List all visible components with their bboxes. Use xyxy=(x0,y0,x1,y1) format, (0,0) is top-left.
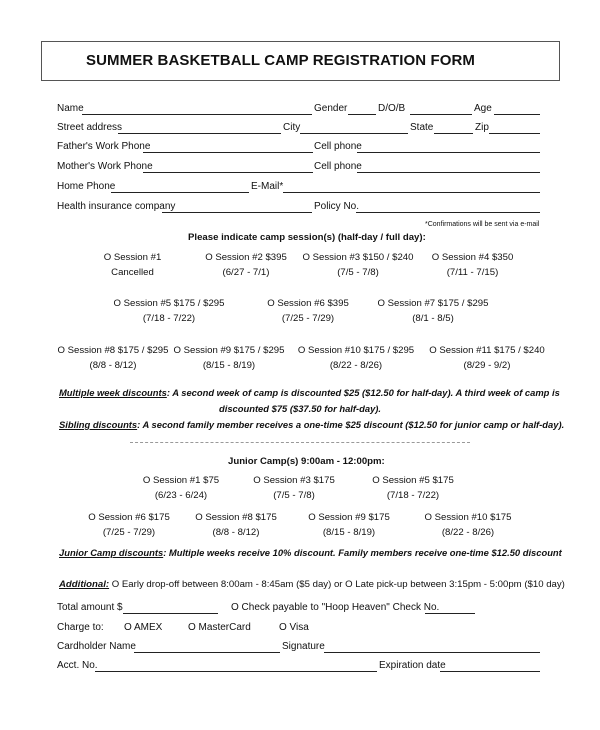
session-label: O Session #8 $175 xyxy=(195,512,277,523)
session-label: O Session #9 $175 xyxy=(308,512,390,523)
session-label: O Session #8 $175 / $295 xyxy=(57,345,169,356)
session-label: O Session #2 $395 xyxy=(205,252,287,263)
session-7[interactable] xyxy=(372,296,494,326)
session-label: O Session #11 $175 / $240 xyxy=(429,345,545,356)
insurance-field[interactable] xyxy=(162,212,312,213)
junior-discount-label: Junior Camp discounts xyxy=(59,547,164,558)
session-label: O Session #10 $175 xyxy=(424,512,512,523)
session-label: O Session #5 $175 / $295 xyxy=(113,298,225,309)
card-mastercard[interactable]: O MasterCard xyxy=(188,622,251,633)
session-detail: (8/8 - 8/12) xyxy=(212,527,260,538)
father-work-field[interactable] xyxy=(143,152,313,153)
session-detail: (6/27 - 7/1) xyxy=(222,267,270,278)
session-detail: (7/25 - 7/29) xyxy=(102,527,156,538)
city-field[interactable] xyxy=(300,133,408,134)
session-2[interactable] xyxy=(196,250,296,280)
label-cell2: Cell phone xyxy=(314,161,362,172)
gender-field[interactable] xyxy=(348,114,376,115)
session-label: O Session #6 $395 xyxy=(267,298,349,309)
label-total: Total amount $ xyxy=(57,602,123,613)
home-phone-field[interactable] xyxy=(111,192,249,193)
junior-heading: Junior Camp(s) 9:00am - 12:00pm: xyxy=(228,456,385,467)
total-field[interactable] xyxy=(123,613,218,614)
mother-work-field[interactable] xyxy=(143,172,313,173)
session-5[interactable] xyxy=(108,296,230,326)
additional-label: Additional: xyxy=(59,579,110,590)
session-label: O Session #1 $75 xyxy=(142,475,220,486)
label-email: E-Mail* xyxy=(251,181,284,192)
session-label: O Session #3 $175 xyxy=(253,475,335,486)
session-detail: (7/18 - 7/22) xyxy=(142,313,196,324)
multi-week-line1 xyxy=(59,387,560,398)
session-detail: (8/15 - 8/19) xyxy=(322,527,376,538)
session-8[interactable] xyxy=(52,343,174,373)
label-state: State xyxy=(410,122,434,133)
session-detail: (8/8 - 8/12) xyxy=(89,360,137,371)
label-street: Street address xyxy=(57,122,123,133)
check-no-field[interactable] xyxy=(425,613,475,614)
label-signature: Signature xyxy=(282,641,325,652)
dob-field[interactable] xyxy=(410,114,472,115)
session-detail: Cancelled xyxy=(111,267,154,278)
sibling-label: Sibling discounts xyxy=(59,419,138,430)
junior-session-5[interactable] xyxy=(367,473,459,503)
label-charge-to: Charge to: xyxy=(57,622,104,633)
session-4[interactable] xyxy=(420,250,525,280)
session-label: O Session #4 $350 xyxy=(431,252,514,263)
junior-session-10[interactable] xyxy=(418,510,518,540)
cell1-field[interactable] xyxy=(357,152,540,153)
label-cell1: Cell phone xyxy=(314,141,362,152)
additional-text: O Early drop-off between 8:00am - 8:45am ($5 day) or O Late pick-up between 3:15pm - 5:00pm ($10 day) xyxy=(109,579,565,590)
junior-discount-line xyxy=(59,547,562,558)
name-field[interactable] xyxy=(82,114,312,115)
street-field[interactable] xyxy=(118,133,281,134)
card-amex[interactable]: O AMEX xyxy=(124,622,163,633)
junior-discount-text: : Multiple weeks receive 10% discount. Family members receive one-time $12.50 discount xyxy=(163,547,562,558)
sessions-heading: Please indicate camp session(s) (half-day / full day): xyxy=(188,232,426,243)
session-label: O Session #10 $175 / $295 xyxy=(297,345,415,356)
session-10[interactable] xyxy=(290,343,422,373)
age-field[interactable] xyxy=(494,114,540,115)
label-check[interactable]: O Check payable to "Hoop Heaven" Check No. xyxy=(231,602,440,613)
title-box xyxy=(41,41,560,81)
session-detail: (6/23 - 6/24) xyxy=(154,490,208,501)
label-city: City xyxy=(283,122,301,133)
junior-session-9[interactable] xyxy=(302,510,396,540)
label-zip: Zip xyxy=(475,122,489,133)
session-detail: (7/5 - 7/8) xyxy=(273,490,315,501)
label-gender: Gender xyxy=(314,103,348,114)
session-1[interactable] xyxy=(90,250,175,280)
cardholder-field[interactable] xyxy=(134,652,280,653)
session-detail: (7/5 - 7/8) xyxy=(337,267,379,278)
label-dob: D/O/B xyxy=(378,103,406,114)
label-father-work: Father's Work Phone xyxy=(57,141,151,152)
session-3[interactable] xyxy=(294,250,422,280)
label-home-phone: Home Phone xyxy=(57,181,116,192)
form-title: SUMMER BASKETBALL CAMP REGISTRATION FORM xyxy=(86,52,475,69)
card-visa[interactable]: O Visa xyxy=(279,622,309,633)
policy-field[interactable] xyxy=(356,212,540,213)
junior-session-1[interactable] xyxy=(135,473,227,503)
session-9[interactable] xyxy=(168,343,290,373)
zip-field[interactable] xyxy=(489,133,540,134)
label-name: Name xyxy=(57,103,84,114)
session-label: O Session #9 $175 / $295 xyxy=(173,345,285,356)
acct-field[interactable] xyxy=(95,671,377,672)
session-label: O Session #1 xyxy=(103,252,162,263)
label-cardholder: Cardholder Name xyxy=(57,641,136,652)
cell2-field[interactable] xyxy=(357,172,540,173)
session-label: O Session #7 $175 / $295 xyxy=(377,298,489,309)
session-11[interactable] xyxy=(421,343,553,373)
junior-session-3[interactable] xyxy=(248,473,340,503)
email-field[interactable] xyxy=(283,192,540,193)
expiration-field[interactable] xyxy=(440,671,540,672)
multi-week-text2: discounted $75 ($37.50 for half-day). xyxy=(219,403,382,414)
session-label: O Session #5 $175 xyxy=(372,475,454,486)
label-insurance: Health insurance company xyxy=(57,201,176,212)
session-label: O Session #6 $175 xyxy=(88,512,170,523)
sibling-text: : A second family member receives a one-time $25 discount ($12.50 for junior camp or half-day). xyxy=(137,419,565,430)
session-detail: (8/29 - 9/2) xyxy=(463,360,511,371)
junior-session-8[interactable] xyxy=(190,510,282,540)
session-detail: (8/15 - 8/19) xyxy=(202,360,256,371)
multi-week-text1: : A second week of camp is discounted $25 ($12.50 for half-day). A third week of camp is xyxy=(166,387,560,398)
session-detail: (8/22 - 8/26) xyxy=(329,360,383,371)
multi-week-label: Multiple week discounts xyxy=(59,387,167,398)
label-policy: Policy No. xyxy=(314,201,360,212)
label-age: Age xyxy=(474,103,492,114)
additional-line[interactable] xyxy=(59,579,565,590)
signature-field[interactable] xyxy=(324,652,540,653)
session-detail: (8/1 - 8/5) xyxy=(412,313,454,324)
label-expiration: Expiration date xyxy=(379,660,446,671)
label-mother-work: Mother's Work Phone xyxy=(57,161,153,172)
session-detail: (7/25 - 7/29) xyxy=(281,313,335,324)
session-detail: (7/11 - 7/15) xyxy=(446,267,499,278)
session-label: O Session #3 $150 / $240 xyxy=(302,252,414,263)
label-acct: Acct. No. xyxy=(57,660,98,671)
sibling-line xyxy=(59,419,564,430)
junior-session-6[interactable] xyxy=(82,510,176,540)
state-field[interactable] xyxy=(434,133,473,134)
divider xyxy=(130,442,470,443)
confirm-note: *Confirmations will be sent via e-mail xyxy=(425,221,540,228)
session-detail: (8/22 - 8/26) xyxy=(441,527,495,538)
session-6[interactable] xyxy=(258,296,358,326)
session-detail: (7/18 - 7/22) xyxy=(386,490,440,501)
